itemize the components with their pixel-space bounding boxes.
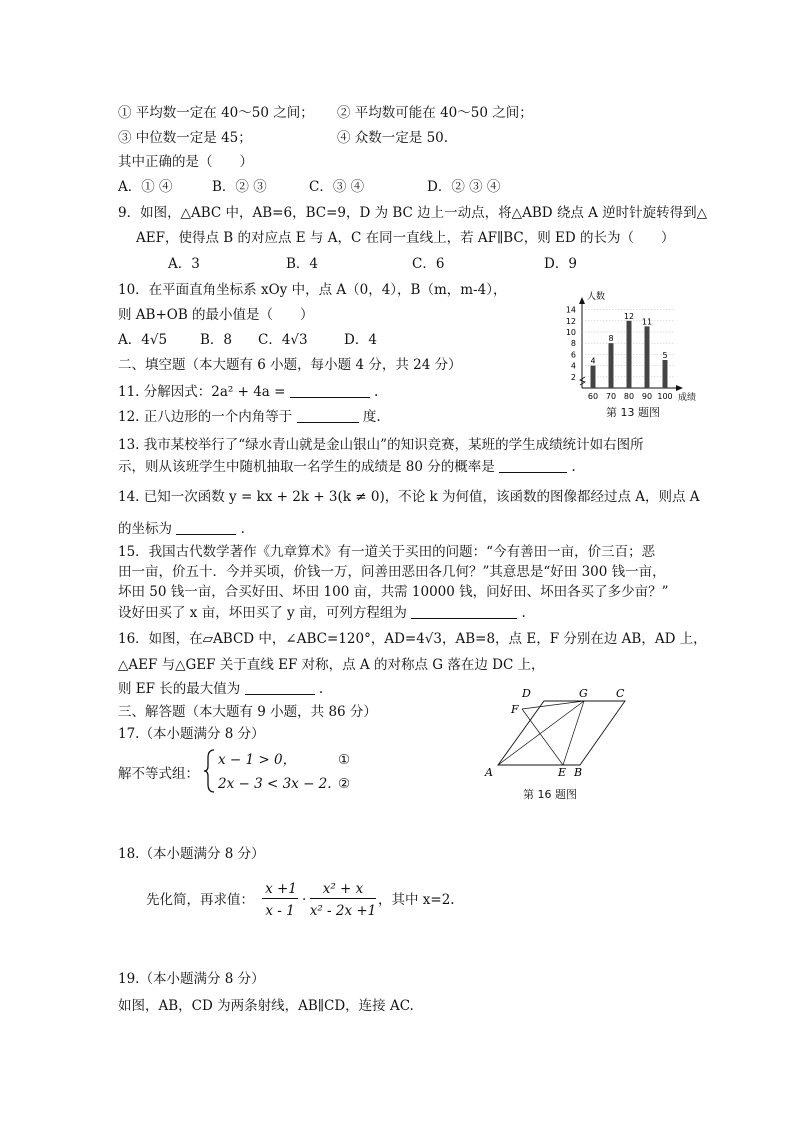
q16-line-2: △AEF 与△GEF 关于直线 EF 对称，点 A 的对称点 G 落在边 DC 上， [118, 657, 545, 673]
q10-line-2: 则 AB+OB 的最小值是（ ） [118, 307, 314, 323]
chart-bar-70 [609, 343, 614, 388]
section-2-heading: 二、填空题（本大题有 6 小题，每小题 4 分，共 24 分） [118, 357, 462, 373]
q8-option-c: C．③ ④ [309, 179, 365, 195]
q15-line-3: 坏田 50 钱一亩，合买好田、坏田 100 亩，共需 10000 钱，问好田、坏田各买了多少亩？” [118, 584, 669, 600]
label-a: A [485, 766, 493, 779]
q18-tail: ，其中 x=2. [378, 892, 455, 908]
q10-line-1: 10．在平面直角坐标系 xOy 中，点 A（0，4），B（m，m-4）， [118, 282, 507, 298]
section-3-heading: 三、解答题（本大题有 9 小题，共 86 分） [118, 704, 377, 720]
fig13-caption: 第 13 题图 [606, 406, 660, 419]
q18-frac2-num: x² + x [322, 881, 364, 897]
segment-eg [563, 701, 584, 765]
chart-value-label-100: 5 [662, 351, 668, 360]
q15-end: . [521, 605, 526, 621]
q13-bar-chart [556, 288, 706, 418]
q8-statement-1: ① 平均数一定在 40～50 之间； [118, 105, 314, 121]
q16-line-3: 则 EF 长的最大值为 [118, 681, 241, 697]
q10-option-d: D．4 [344, 332, 377, 348]
q9-option-a: A．3 [168, 256, 200, 272]
q9-option-b: B．4 [286, 256, 319, 272]
label-e: E [558, 766, 567, 779]
label-c: C [616, 687, 625, 700]
q9-option-d: D．9 [544, 256, 577, 272]
q15-answer-blank[interactable] [411, 604, 517, 619]
q17-header: 17.（本小题满分 8 分） [118, 726, 265, 742]
chart-y-tick-label: 12 [565, 316, 576, 326]
q13-answer-blank[interactable] [499, 458, 567, 473]
q13-line-2-wrap [118, 458, 576, 476]
q14-end: . [240, 521, 245, 537]
q18-header: 18.（本小题满分 8 分） [118, 846, 265, 862]
q10-option-c: C．4√3 [258, 332, 308, 348]
q18-frac2-den: x² - 2x +1 [309, 903, 377, 919]
chart-y-tick-label: 8 [570, 339, 576, 349]
q8-statement-4: ④ 众数一定是 50. [337, 130, 449, 146]
chart-value-label-90: 11 [641, 317, 653, 327]
q18-frac1-den: x - 1 [265, 903, 295, 919]
q16-figure [480, 684, 640, 780]
q18-frac1-bar [262, 898, 298, 899]
q8-statement-3: ③ 中位数一定是 45； [118, 130, 252, 146]
label-f: F [511, 703, 519, 716]
q14-line-2: 的坐标为 [118, 521, 172, 537]
chart-x-tick-label-90: 90 [641, 392, 653, 401]
q18-lead: 先化简，再求值： [146, 892, 254, 908]
fig16-caption: 第 16 题图 [523, 788, 577, 801]
q16-end: . [318, 681, 324, 697]
q14-line-1: 14. 已知一次函数 y = kx + 2k + 3(k ≠ 0)，不论 k 为何值，该函数的图像都经过点 A，则点 A [118, 489, 700, 505]
q16-line-1: 16．如图，在▱ABCD 中，∠ABC=120°，AD=4√3，AB=8，点 E，F 分别在边 AB，AD 上， [118, 631, 707, 647]
chart-bar-90 [645, 326, 650, 388]
label-d: D [522, 687, 531, 700]
q8-option-b: B．② ③ [212, 179, 267, 195]
q16-answer-blank[interactable] [245, 680, 315, 695]
q15-line-4-wrap [118, 604, 526, 622]
chart-y-axis-arrow [579, 297, 585, 304]
q17-inequality-2: 2x − 3 < 3x − 2. [218, 776, 332, 792]
q16-line-3-wrap [118, 680, 323, 698]
chart-y-tick-label: 4 [570, 361, 576, 371]
chart-x-label: 成绩 [678, 393, 697, 403]
chart-value-label-60: 4 [590, 356, 596, 366]
chart-y-tick-label: 2 [570, 372, 576, 382]
q8-question: 其中正确的是（ ） [118, 154, 253, 170]
q17-mark-2: ② [338, 776, 351, 792]
chart-y-tick-label: 10 [565, 328, 576, 337]
chart-axis-break [580, 377, 585, 385]
q8-statement-2: ② 平均数可能在 40～50 之间； [337, 105, 533, 121]
chart-value-label-80: 12 [623, 311, 635, 321]
chart-x-tick-label-80: 80 [623, 392, 635, 401]
q17-lead: 解不等式组： [118, 766, 199, 782]
q13-line-1: 13. 我市某校举行了“绿水青山就是金山银山”的知识竞赛，某班的学生成绩统计如右图所 [118, 437, 644, 453]
q10-option-a: A．4√5 [118, 332, 168, 348]
chart-y-tick-label: 6 [570, 350, 576, 360]
q11-answer-blank[interactable] [290, 383, 370, 398]
chart-x-tick-label-100: 100 [657, 392, 673, 401]
q18-frac2-bar [310, 898, 376, 899]
q12-answer-blank[interactable] [297, 408, 359, 423]
q8-option-a: A．① ④ [118, 179, 173, 195]
q13-line-2: 示，则从该班学生中随机抽取一名学生的成绩是 80 分的概率是 [118, 459, 495, 475]
q18-frac1-num: x +1 [265, 881, 297, 897]
chart-bar-100 [663, 360, 668, 388]
q10-option-b: B．8 [200, 332, 233, 348]
q15-line-1: 15．我国古代数学著作《九章算术》有一道关于买田的问题：“今有善田一亩，价三百；恶 [118, 544, 656, 560]
q11-end: . [374, 384, 379, 400]
q13-end: . [571, 459, 576, 475]
q17-mark-1: ① [338, 752, 351, 768]
label-g: G [579, 687, 588, 700]
chart-bar-60 [591, 366, 596, 388]
q8-option-d: D．② ③ ④ [427, 179, 501, 195]
q12-text: 12. 正八边形的一个内角等于 [118, 409, 293, 425]
q14-answer-blank[interactable] [176, 520, 236, 535]
q9-line-2: AEF，使得点 B 的对应点 E 与 A，C 在同一直线上，若 AF∥BC，则 ED 的长为（ ） [136, 230, 675, 246]
chart-x-tick-label-60: 60 [587, 392, 599, 401]
q15-line-4: 设好田买了 x 亩，坏田买了 y 亩，可列方程组为 [118, 605, 407, 621]
q14-line-2-wrap [118, 520, 245, 538]
chart-y-label: 人数 [587, 292, 606, 302]
q9-option-c: C．6 [412, 256, 445, 272]
chart-value-label-70: 8 [608, 334, 614, 344]
q19-header: 19.（本小题满分 8 分） [118, 971, 265, 987]
q11-text: 11. 分解因式：2a² + 4a = [118, 384, 286, 400]
label-b: B [574, 766, 583, 779]
segment-fe [522, 709, 563, 765]
chart-x-tick-label-70: 70 [605, 392, 617, 401]
q15-line-2: 田一亩，价五十．今并买顷，价钱一万，问善田恶田各几何？”其意思是“好田 300 钱一亩， [118, 564, 666, 580]
q12-end: 度. [362, 409, 381, 425]
q19-text: 如图，AB，CD 为两条射线，AB∥CD，连接 AC. [118, 998, 414, 1014]
q17-inequality-1: x − 1 > 0， [218, 752, 297, 768]
q11 [118, 383, 378, 401]
q12 [118, 408, 381, 426]
chart-y-tick-label: 14 [565, 305, 576, 315]
q18-op: · [302, 892, 307, 908]
q9-line-1: 9．如图，△ABC 中，AB=6，BC=9，D 为 BC 边上一动点，将△ABD 绕点 A 逆时针旋转得到△ [118, 205, 708, 221]
chart-bar-80 [627, 321, 632, 388]
chart-x-axis-arrow [676, 385, 683, 391]
q17-brace [202, 748, 216, 794]
